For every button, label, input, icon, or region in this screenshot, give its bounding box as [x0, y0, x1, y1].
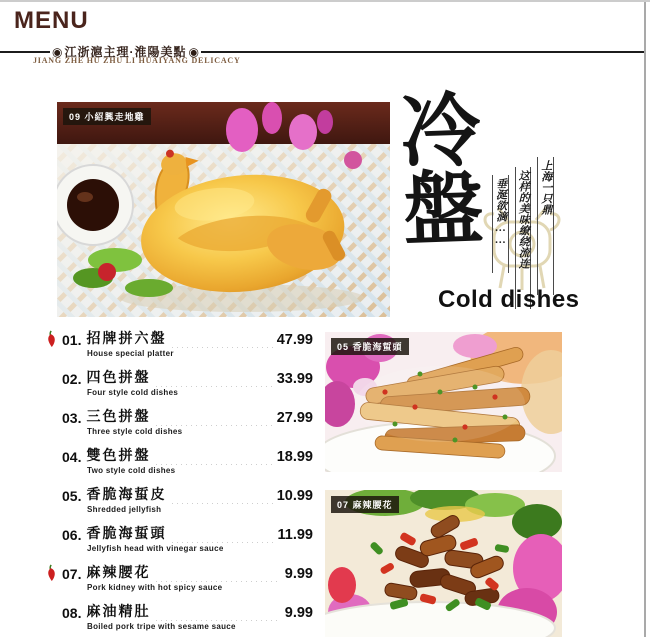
- menu-item-line: [62, 604, 313, 621]
- item-number: 08.: [62, 605, 82, 621]
- item-name-cn: 四色拼盤: [86, 369, 151, 385]
- dot-leader: [170, 492, 272, 504]
- item-price: 9.99: [284, 605, 313, 621]
- item-number: 03.: [62, 410, 82, 426]
- tagline-english: JIANG ZHE HU ZHU LI HUAIYANG DELICACY: [33, 56, 241, 65]
- item-name-cn: 香脆海蜇皮: [86, 486, 167, 502]
- calligraphy-char: 盤: [401, 165, 485, 257]
- dot-leader: [154, 414, 272, 426]
- menu-item: [45, 331, 313, 358]
- item-price: 11.99: [277, 527, 313, 543]
- item-number: 05.: [62, 488, 82, 504]
- side-dish-photo-kidney: [325, 490, 562, 637]
- item-name-en: Two style cold dishes: [87, 466, 176, 475]
- item-price: 9.99: [284, 566, 313, 582]
- page-right-border: [644, 2, 646, 637]
- item-name-en: House special platter: [87, 349, 174, 358]
- menu-item-line: [62, 565, 313, 582]
- menu-item: [45, 487, 313, 514]
- menu-item: [45, 448, 313, 475]
- dot-leader: [170, 531, 273, 543]
- section-title-english: Cold dishes: [438, 286, 580, 313]
- rule-line-right: [201, 51, 644, 53]
- item-number: 01.: [62, 332, 82, 348]
- item-number: 07.: [62, 566, 82, 582]
- spiral-ornament-icon: ◉: [188, 44, 199, 59]
- chili-pepper-icon: [44, 563, 59, 582]
- chili-pepper-icon: [44, 329, 59, 348]
- side-photo-label: 07 麻辣腰花: [331, 496, 399, 513]
- item-price: 33.99: [276, 371, 313, 387]
- item-name-en: Pork kidney with hot spicy sauce: [87, 583, 223, 592]
- menu-item-line: [62, 409, 313, 426]
- calligraphy-title: [397, 87, 486, 257]
- menu-item: [45, 604, 313, 631]
- menu-item: [45, 565, 313, 592]
- item-number: 04.: [62, 449, 82, 465]
- item-price: 18.99: [276, 449, 313, 465]
- dot-leader: [154, 570, 280, 582]
- menu-item-line: [62, 331, 313, 348]
- item-name-cn: 招牌拼六盤: [86, 330, 167, 346]
- dot-leader: [154, 453, 272, 465]
- dot-leader: [154, 609, 280, 621]
- item-name-cn: 麻辣腰花: [86, 564, 151, 580]
- calligraphy-columns: [492, 157, 554, 307]
- dot-leader: [170, 336, 272, 348]
- item-name-en: Jellyfish head with vinegar sauce: [87, 544, 224, 553]
- item-price: 10.99: [276, 488, 313, 504]
- page-title: MENU: [14, 7, 89, 34]
- dot-leader: [154, 375, 272, 387]
- menu-item: [45, 409, 313, 436]
- item-name-en: Boiled pork tripe with sesame sauce: [87, 622, 236, 631]
- menu-item-line: [62, 526, 313, 543]
- menu-item-line: [62, 487, 313, 504]
- item-price: 47.99: [276, 332, 313, 348]
- item-name-en: Four style cold dishes: [87, 388, 179, 397]
- menu-item-line: [62, 370, 313, 387]
- item-name-en: Shredded jellyfish: [87, 505, 162, 514]
- spiral-ornament-icon: ◉: [52, 44, 63, 59]
- rule-line-left: [0, 51, 50, 53]
- item-number: 02.: [62, 371, 82, 387]
- menu-item: [45, 526, 313, 553]
- item-number: 06.: [62, 527, 82, 543]
- tagline-chinese: 江浙滬主理·淮陽美點: [64, 45, 187, 59]
- calligraphy-column: 垂涎欲滴……: [492, 175, 509, 273]
- side-photo-label: 05 香脆海蜇頭: [331, 338, 409, 355]
- menu-item-line: [62, 448, 313, 465]
- side-dish-photo-jellyfish: [325, 332, 562, 472]
- item-name-cn: 麻油精肚: [86, 603, 151, 619]
- item-price: 27.99: [276, 410, 313, 426]
- calligraphy-column: 这样的美味缭绕流连: [515, 167, 532, 309]
- hero-photo-label: 09 小紹興走地雞: [63, 108, 151, 125]
- calligraphy-column: 上海一只鼎: [537, 157, 554, 295]
- hero-dish-photo: [57, 102, 390, 317]
- menu-item: [45, 370, 313, 397]
- item-name-cn: 雙色拼盤: [86, 447, 151, 463]
- menu-list: [45, 331, 313, 637]
- calligraphy-char: 冷: [399, 87, 483, 179]
- item-name-cn: 三色拼盤: [86, 408, 151, 424]
- chicken-dish-illustration: [57, 102, 390, 317]
- item-name-en: Three style cold dishes: [87, 427, 183, 436]
- item-name-cn: 香脆海蜇頭: [86, 525, 167, 541]
